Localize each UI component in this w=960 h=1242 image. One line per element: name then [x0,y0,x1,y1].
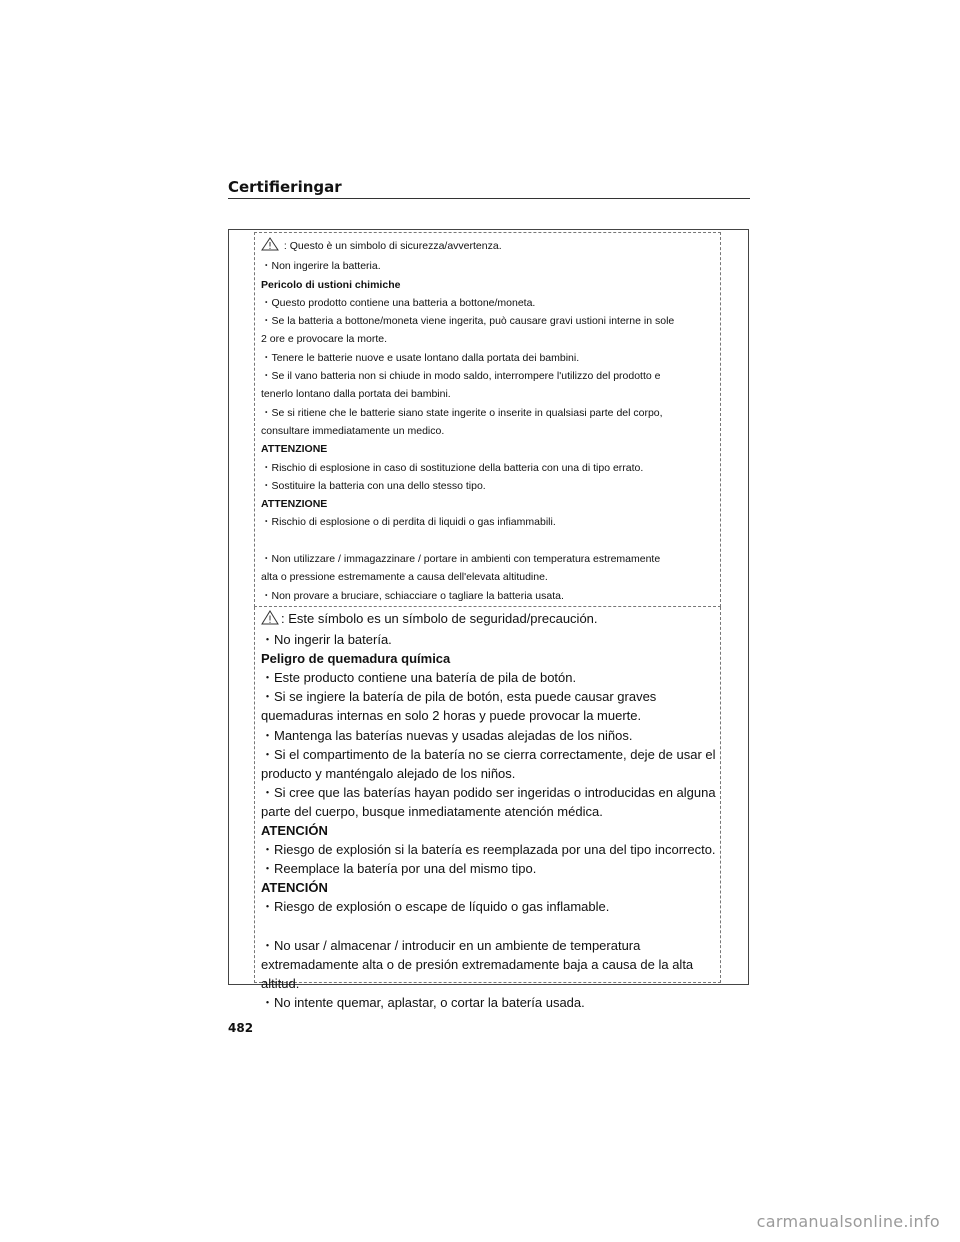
spanish-line: ・No intente quemar, aplastar, o cortar la batería usada. [261,994,585,1010]
spanish-line: altitud. [261,975,300,991]
spanish-line: ・No usar / almacenar / introducir en un ambiente de temperatura [261,937,641,953]
italian-line: alta o pressione estremamente a causa dell'elevata altitudine. [261,571,548,584]
spanish-line: parte del cuerpo, busque inmediatamente atención médica. [261,803,603,819]
italian-line: tenerlo lontano dalla portata dei bambini. [261,388,451,401]
italian-line: ・Se il vano batteria non si chiude in modo saldo, interrompere l'utilizzo del prodotto e [261,370,661,383]
italian-line: ・Tenere le batterie nuove e usate lontano dalla portata dei bambini. [261,351,580,364]
watermark: carmanualsonline.info [756,1212,940,1231]
italian-attention-heading: ATTENZIONE [261,498,328,511]
spacer [261,532,714,550]
spanish-warning-panel [254,607,721,1010]
spanish-attention-heading: ATENCIÓN [261,880,328,896]
spanish-heading: Peligro de quemadura química [261,651,451,667]
spanish-line: ・Reemplace la batería por una del mismo tipo. [261,861,537,877]
italian-line: ・Rischio di esplosione o di perdita di liquidi o gas infiammabili. [261,516,556,529]
italian-line: ・Se la batteria a bottone/moneta viene ingerita, può causare gravi ustioni interne in sole [261,315,675,328]
warning-triangle-icon [261,237,279,257]
italian-symbol-line: : Questo è un simbolo di sicurezza/avvertenza. [261,237,714,257]
italian-line: ・Non provare a bruciare, schiacciare o tagliare la batteria usata. [261,589,564,602]
spanish-line: ・Si se ingiere la batería de pila de botón, esta puede causar graves [261,689,657,705]
italian-line: ・Rischio di esplosione in caso di sostituzione della batteria con una di tipo errato. [261,461,644,474]
italian-attention-heading: ATTENZIONE [261,443,328,456]
spanish-line: ・Riesgo de explosión si la batería es reemplazada por una del tipo incorrecto. [261,842,716,858]
spanish-line: ・Riesgo de explosión o escape de líquido o gas inflamable. [261,899,610,915]
warning-triangle-icon [261,610,279,630]
spanish-line: ・Este producto contiene una batería de pila de botón. [261,670,577,686]
italian-line: ・Se si ritiene che le batterie siano state ingerite o inserite in qualsiasi parte del corpo, [261,406,663,419]
spacer [261,917,714,936]
italian-line: ・Sostituire la batteria con una dello stesso tipo. [261,479,486,492]
italian-heading: Pericolo di ustioni chimiche [261,278,401,291]
italian-line: consultare immediatamente un medico. [261,424,445,437]
italian-line: ・Non utilizzare / immagazzinare / portare in ambienti con temperatura estremamente [261,553,661,566]
spanish-line: quemaduras internas en solo 2 horas y puede provocar la muerte. [261,708,642,724]
section-header [228,178,750,199]
spanish-line: ・Mantenga las baterías nuevas y usadas alejadas de los niños. [261,727,633,743]
italian-line: 2 ore e provocare la morte. [261,333,388,346]
italian-line: ・Non ingerire la batteria. [261,260,381,273]
spanish-attention-heading: ATENCIÓN [261,823,328,839]
spanish-line: producto y manténgalo alejado de los niños. [261,765,516,781]
spanish-line: ・Si cree que las baterías hayan podido ser ingeridas o introducidas en alguna [261,784,716,800]
section-title: Certifieringar [228,178,342,196]
page-number: 482 [228,1021,254,1035]
italian-warning-panel [254,232,721,607]
italian-line: ・Questo prodotto contiene una batteria a bottone/moneta. [261,296,536,309]
spanish-line: ・No ingerir la batería. [261,632,392,648]
spanish-line: extremadamente alta o de presión extremadamente baja a causa de la alta [261,956,694,972]
spanish-line: ・Si el compartimento de la batería no se cierra correctamente, deje de usar el [261,746,716,762]
spanish-symbol-line: : Este símbolo es un símbolo de seguridad/precaución. [261,609,714,630]
